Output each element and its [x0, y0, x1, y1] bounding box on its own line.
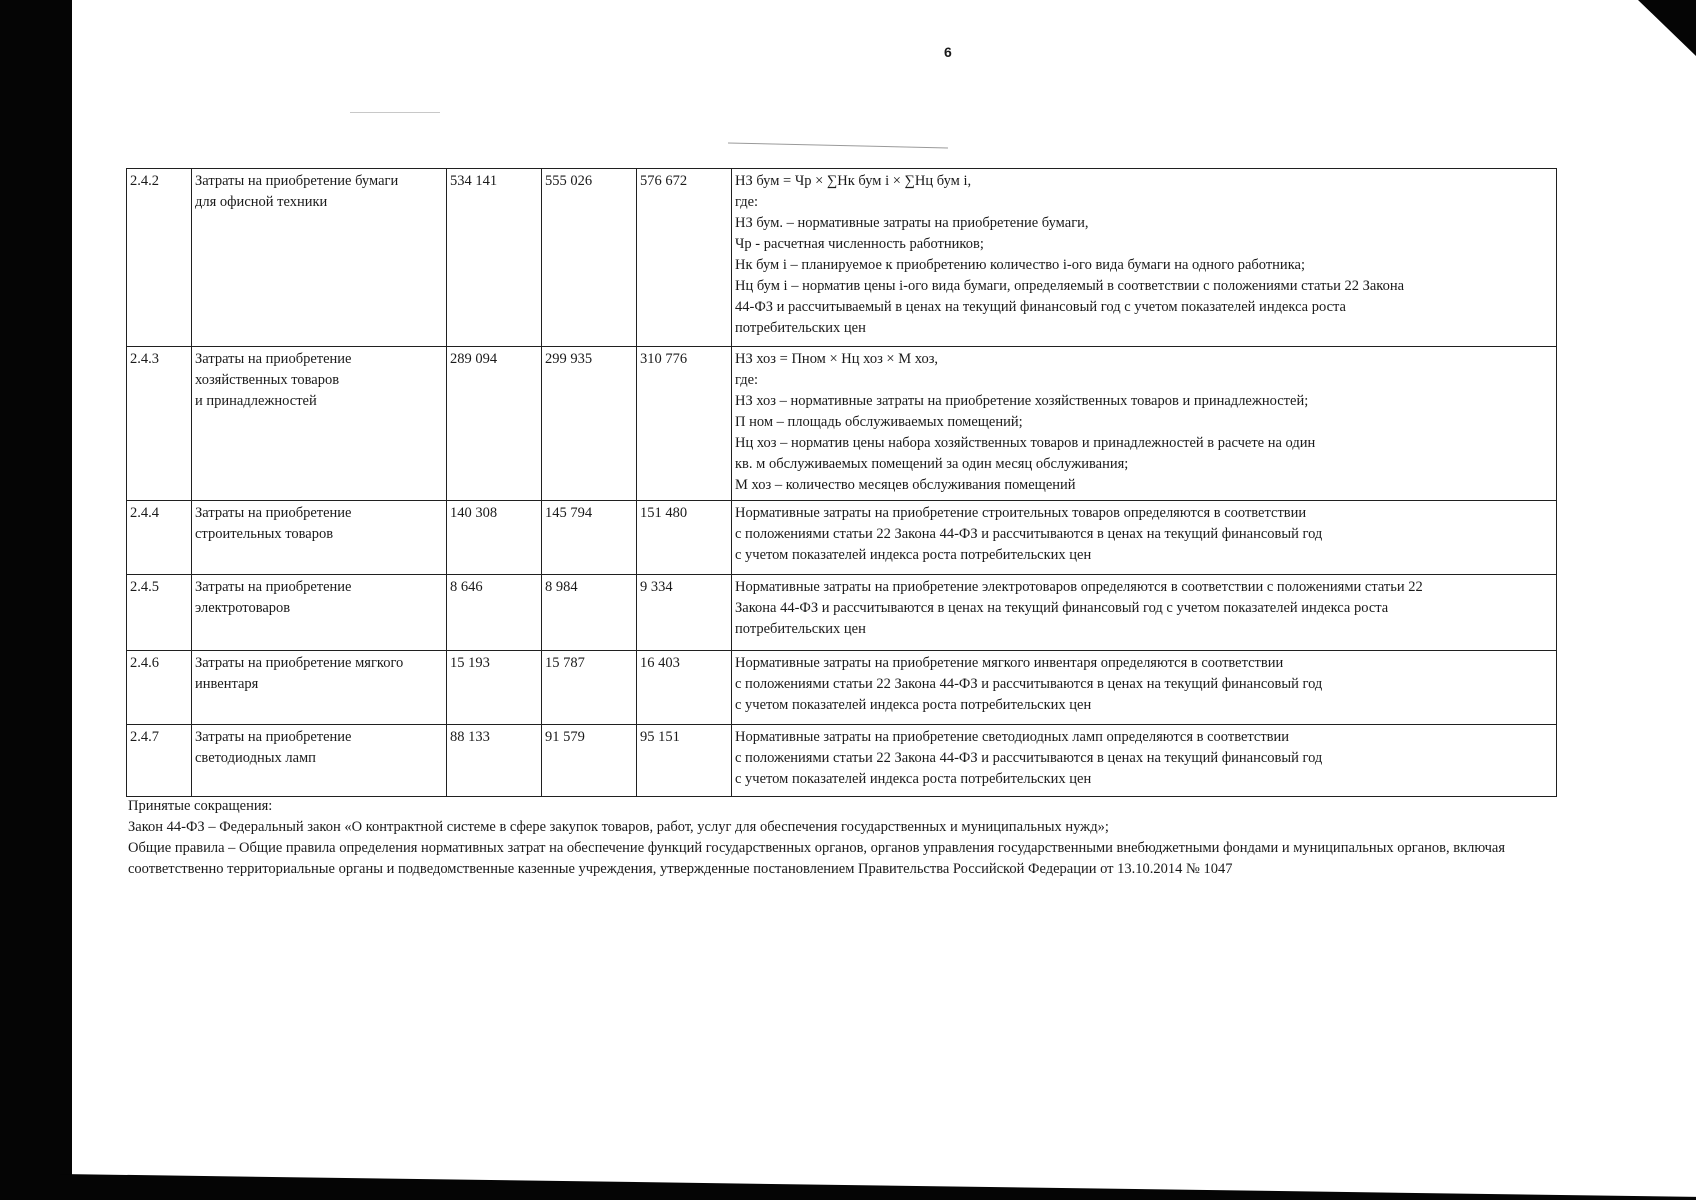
row-code: 2.4.7 [127, 725, 192, 797]
row-name: Затраты на приобретение светодиодных ламп [192, 725, 447, 797]
value-year-1: 8 646 [447, 575, 542, 651]
row-code: 2.4.2 [127, 169, 192, 347]
value-year-2: 91 579 [542, 725, 637, 797]
scan-border-left [0, 0, 72, 1200]
table-row [127, 347, 1557, 501]
abbreviations-notes [128, 796, 1538, 880]
value-year-2: 555 026 [542, 169, 637, 347]
cost-table [126, 168, 1557, 797]
scan-border-bottom [60, 1174, 1696, 1200]
row-code: 2.4.3 [127, 347, 192, 501]
row-code: 2.4.4 [127, 501, 192, 575]
scan-artifact-line [350, 112, 440, 113]
row-description: Нормативные затраты на приобретение строительных товаров определяются в соответствии с положениями статьи 22 Закона 44-ФЗ и рассчитываются в ценах на текущий финансовый год с учетом показателей индекса роста потребительских цен [732, 501, 1557, 575]
row-name: Затраты на приобретение бумаги для офисной техники [192, 169, 447, 347]
row-name: Затраты на приобретение мягкого инвентаря [192, 651, 447, 725]
note-law-44fz: Закон 44-ФЗ – Федеральный закон «О контрактной системе в сфере закупок товаров, работ, услуг для обеспечения государственных и муниципальных нужд»; [128, 819, 1109, 835]
table-row [127, 725, 1557, 797]
row-code: 2.4.6 [127, 651, 192, 725]
scan-artifact-line [728, 143, 948, 149]
row-description: Нормативные затраты на приобретение мягкого инвентаря определяются в соответствии с положениями статьи 22 Закона 44-ФЗ и рассчитываются в ценах на текущий финансовый год с учетом показателей индекса роста потребительских цен [732, 651, 1557, 725]
row-description: Нормативные затраты на приобретение светодиодных ламп определяются в соответствии с положениями статьи 22 Закона 44-ФЗ и рассчитываются в ценах на текущий финансовый год с учетом показателей индекса роста потребительских цен [732, 725, 1557, 797]
value-year-3: 9 334 [637, 575, 732, 651]
value-year-1: 289 094 [447, 347, 542, 501]
notes-heading: Принятые сокращения: [128, 798, 273, 814]
value-year-1: 534 141 [447, 169, 542, 347]
row-description: Нормативные затраты на приобретение электротоваров определяются в соответствии с положениями статьи 22 Закона 44-ФЗ и рассчитываются в ценах на текущий финансовый год с учетом показателей индекса роста потребительских цен [732, 575, 1557, 651]
value-year-3: 16 403 [637, 651, 732, 725]
value-year-1: 15 193 [447, 651, 542, 725]
value-year-2: 299 935 [542, 347, 637, 501]
value-year-2: 145 794 [542, 501, 637, 575]
row-name: Затраты на приобретение электротоваров [192, 575, 447, 651]
table-row [127, 651, 1557, 725]
value-year-2: 8 984 [542, 575, 637, 651]
scan-corner-fold [1638, 0, 1696, 56]
row-code: 2.4.5 [127, 575, 192, 651]
value-year-3: 310 776 [637, 347, 732, 501]
value-year-1: 140 308 [447, 501, 542, 575]
row-description: НЗ хоз = Пном × Нц хоз × М хоз, где: НЗ хоз – нормативные затраты на приобретение хозяйственных товаров и принадлежностей; П ном – площадь обслуживаемых помещений; Нц хоз – норматив цены набора хозяйственных товаров и принадлежностей в расчете на один кв. м обслуживаемых помещений за один месяц обслуживания; М хоз – количество месяцев обслуживания помещений [732, 347, 1557, 501]
table-row [127, 169, 1557, 347]
table-row [127, 501, 1557, 575]
value-year-3: 95 151 [637, 725, 732, 797]
table-row [127, 575, 1557, 651]
row-name: Затраты на приобретение строительных товаров [192, 501, 447, 575]
row-name: Затраты на приобретение хозяйственных товаров и принадлежностей [192, 347, 447, 501]
value-year-3: 576 672 [637, 169, 732, 347]
value-year-3: 151 480 [637, 501, 732, 575]
value-year-1: 88 133 [447, 725, 542, 797]
note-general-rules: Общие правила – Общие правила определения нормативных затрат на обеспечение функций государственных органов, органов управления государственными внебюджетными фондами и муниципальных органов, включая соответственно территориальные органы и подведомственные казенные учреждения, утвержденные постановлением Правительства Российской Федерации от 13.10.2014 № 1047 [128, 840, 1506, 877]
row-description: НЗ бум = Чр × ∑Нк бум i × ∑Нц бум i, где: НЗ бум. – нормативные затраты на приобретение бумаги, Чр - расчетная численность работников; Нк бум i – планируемое к приобретению количество i-ого вида бумаги на одного работника; Нц бум i – норматив цены i-ого вида бумаги, определяемый в соответствии с положениями статьи 22 Закона 44-ФЗ и рассчитываемый в ценах на текущий финансовый год с учетом показателей индекса роста потребительских цен [732, 169, 1557, 347]
value-year-2: 15 787 [542, 651, 637, 725]
page-number: 6 [944, 44, 952, 60]
